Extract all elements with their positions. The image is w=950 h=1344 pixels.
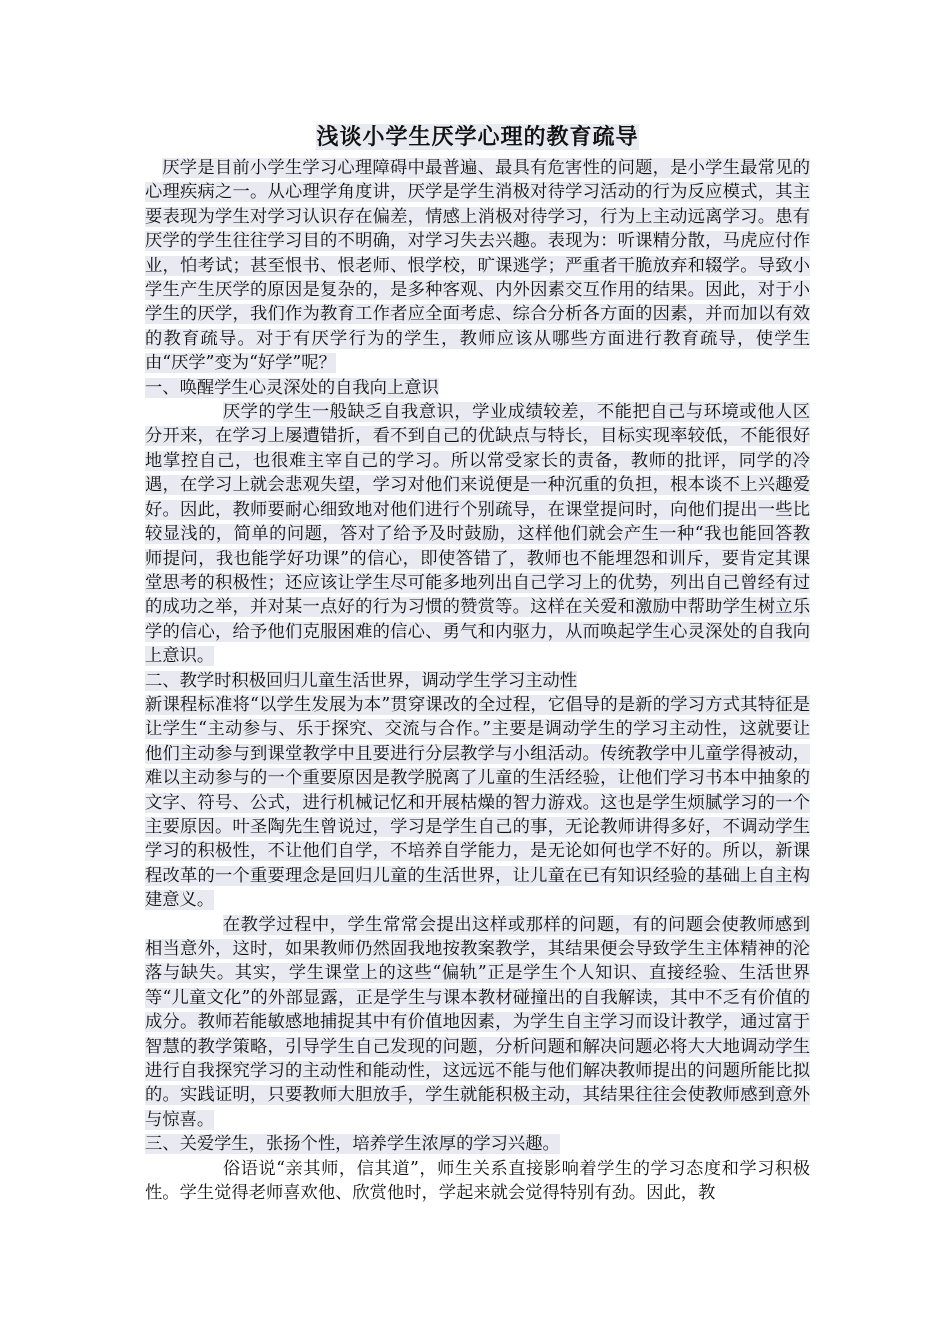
document-title xyxy=(145,122,810,152)
section-1-paragraph-1-text: 厌学的学生一般缺乏自我意识，学业成绩较差，不能把自己与环境或他人区分开来，在学习上屡遭错折，看不到自己的优缺点与特长，目标实现率较低，不能很好地掌控自己，也很难主宰自己的学习。所以常受家长的责备，教师的批评，同学的冷遇，在学习上就会悲观失望，学习对他们来说便是一种沉重的负担，根本谈不上兴趣爱好。因此，教师要耐心细致地对他们进行个别疏导，在课堂提问时，向他们提出一些比较显浅的，简单的问题，答对了给予及时鼓励，这样他们就会产生一种“我也能回答教师提问，我也能学好功课”的信心，即使答错了，教师也不能埋怨和训斥，要肯定其课堂思考的积极性；还应该让学生尽可能多地列出自己学习上的优势，列出自己曾经有过的成功之举，并对某一点好的行为习惯的赞赏等。这样在关爱和激励中帮助学生树立乐学的信心，给予他们克服困难的信心、勇气和内驱力，从而唤起学生心灵深处的自我向上意识。 xyxy=(145,402,810,667)
section-3-paragraph-1-text: 俗语说“亲其师，信其道”，师生关系直接影响着学生的学习态度和学习积极性。学生觉得老师喜欢他、欣赏他时，学起来就会觉得特别有劲。因此，教 xyxy=(145,1158,810,1204)
section-1-paragraph-1 xyxy=(145,400,810,668)
section-heading-3 xyxy=(145,1132,810,1156)
section-heading-2-text: 二、教学时积极回归儿童生活世界，调动学生学习主动性 xyxy=(145,670,578,691)
section-2-paragraph-1 xyxy=(145,693,810,913)
section-2-paragraph-1-text: 新课程标准将“以学生发展为本”贯穿课改的全过程，它倡导的是新的学习方式其特征是让学生“主动参与、乐于探究、交流与合作。”主要是调动学生的学习主动性，这就要让他们主动参与到课堂教学中且要进行分层教学与小组活动。传统教学中儿童学得被动，难以主动参与的一个重要原因是教学脱离了儿童的生活经验，让他们学习书本中抽象的文字、符号、公式，进行机械记忆和开展枯燥的智力游戏。这也是学生烦腻学习的一个主要原因。叶圣陶先生曾说过，学习是学生自己的事，无论教师讲得多好，不调动学生学习的积极性，不让他们自学，不培养自学能力，是无论如何也学不好的。所以，新课程改革的一个重要理念是回归儿童的生活世界，让儿童在已有知识经验的基础上自主构建意义。 xyxy=(145,694,810,911)
section-heading-3-text: 三、关爱学生，张扬个性，培养学生浓厚的学习兴趣。 xyxy=(145,1134,560,1155)
section-heading-1-text: 一、唤醒学生心灵深处的自我向上意识 xyxy=(145,377,439,398)
section-2-paragraph-2-text: 在教学过程中，学生常常会提出这样或那样的问题，有的问题会使教师感到相当意外，这时，如果教师仍然固我地按教案教学，其结果便会导致学生主体精神的沦落与缺失。其实，学生课堂上的这些“偏轨”正是学生个人知识、直接经验、生活世界等“儿童文化”的外部显露，正是学生与课本教材碰撞出的自我解读，其中不乏有价值的成分。教师若能敏感地捕捉其中有价值地因素，为学生自主学习而设计教学，通过富于智慧的教学策略，引导学生自己发现的问题，分析问题和解决问题必将大大地调动学生进行自我探究学习的主动性和能动性，这远远不能与他们解决教师提出的问题所能比拟的。实践证明，只要教师大胆放手，学生就能积极主动，其结果往往会使教师感到意外与惊喜。 xyxy=(145,914,810,1130)
document-title-text: 浅谈小学生厌学心理的教育疏导 xyxy=(316,124,639,150)
section-2-paragraph-2 xyxy=(145,913,810,1133)
document-body xyxy=(145,122,810,1205)
section-heading-1 xyxy=(145,376,810,400)
section-3-paragraph-1 xyxy=(145,1157,810,1206)
intro-text: 厌学是目前小学生学习心理障碍中最普遍、最具有危害性的问题，是小学生最常见的心理疾病之一。从心理学角度讲，厌学是学生消极对待学习活动的行为反应模式，其主要表现为学生对学习认识存在偏差，情感上消极对待学习，行为上主动远离学习。患有厌学的学生往往学习目的不明确，对学习失去兴趣。表现为：听课精分散，马虎应付作业，怕考试；甚至恨书、恨老师、恨学校，旷课逃学；严重者干脆放弃和辍学。导致小学生产生厌学的原因是复杂的，是多种客观、内外因素交互作用的结果。因此，对于小学生的厌学，我们作为教育工作者应全面考虑、综合分析各方面的因素，并而加以有效的教育疏导。对于有厌学行为的学生，教师应该从哪些方面进行教育疏导，使学生由“厌学”变为“好学”呢？ xyxy=(145,158,810,374)
section-heading-2 xyxy=(145,669,810,693)
intro-paragraph xyxy=(145,156,810,376)
